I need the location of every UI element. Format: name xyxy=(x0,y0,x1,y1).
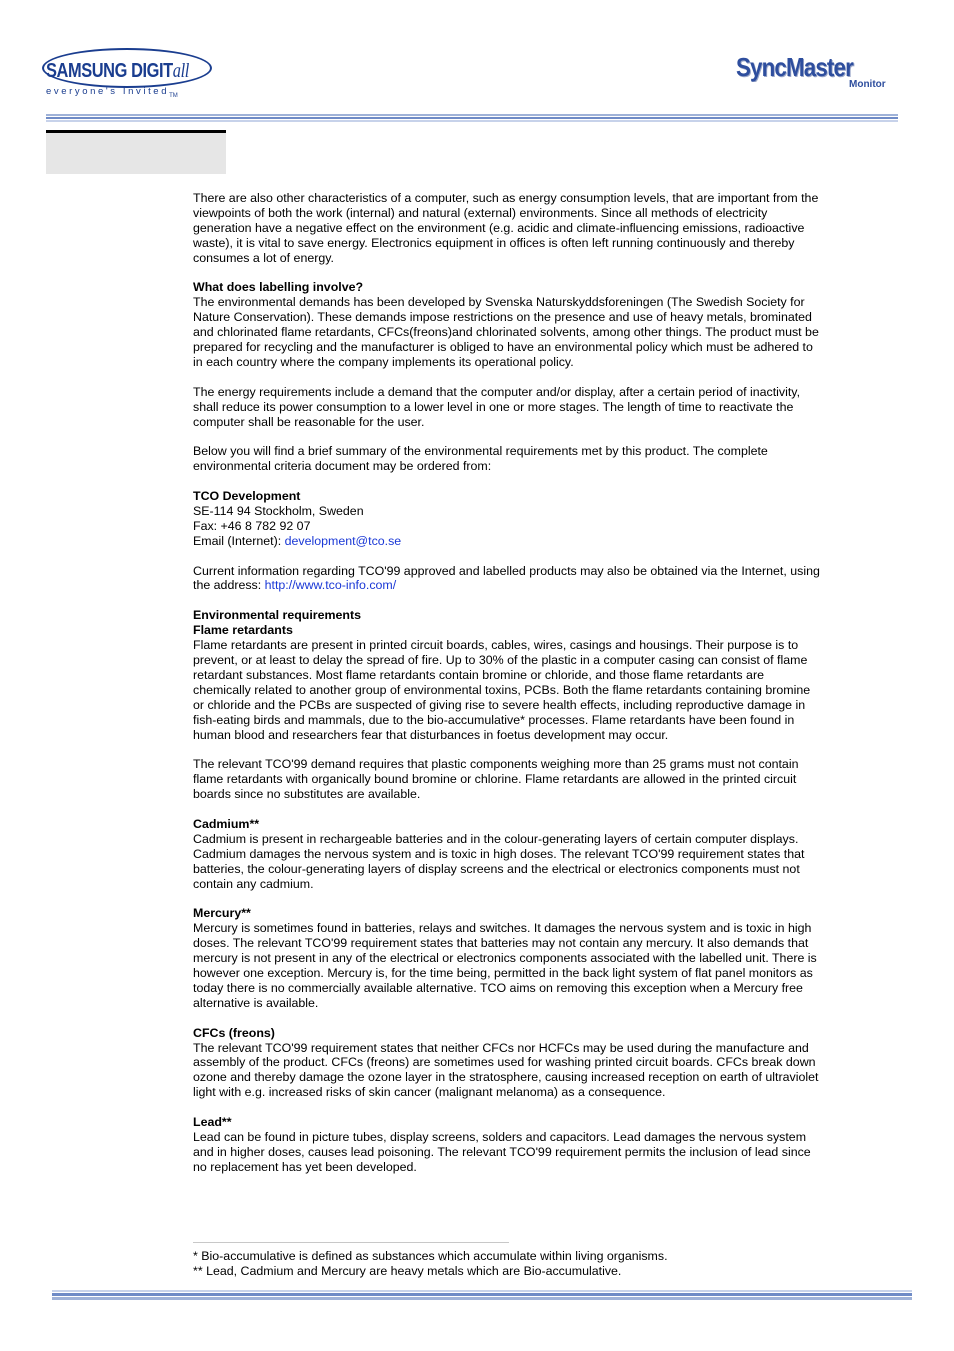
cadmium-section xyxy=(193,817,823,892)
cfcs-text: The relevant TCO'99 requirement states that neither CFCs nor HCFCs may be used during the manufacture and assembly of the product. CFCs (freons) are sometimes used for washing printed circuit boards. CFCs break down ozone and thereby damage the ozone layer in the stratosphere, causing increased reception on earth of ultraviolet light with e.g. increased risks of skin cancer (malignant melanoma) as a consequence. xyxy=(193,1040,819,1100)
labelling-paragraph-2: The energy requirements include a demand that the computer and/or display, after a certain period of inactivity, shall reduce its power consumption to a lower level in one or more stages. The length of time to reactivate the computer shall be reasonable for the user. xyxy=(193,384,801,429)
contact-address: SE-114 94 Stockholm, Sweden xyxy=(193,503,364,518)
flame-retardants-paragraph-2: The relevant TCO'99 demand requires that plastic components weighing more than 25 grams must not contain flame retardants with organically bound bromine or chlorine. Flame retardants are allowed in the printed circuit boards since no substitutes are available. xyxy=(193,757,799,802)
current-info-text: Current information regarding TCO'99 approved and labelled products may also be obtained via the Internet, using the address: xyxy=(193,563,820,593)
lead-section xyxy=(193,1115,823,1175)
header-divider xyxy=(46,114,898,122)
tco-info-link[interactable]: http://www.tco-info.com/ xyxy=(264,578,397,593)
labelling-paragraph-1: The environmental demands has been developed by Svenska Naturskyddsforeningen (The Swedish Society for Nature Conservation). These demands impose restrictions on the presence and use of heavy metals, brominated and chlorinated flame retardants, CFCs(freons)and chlorinated solvents, among other things. The product must be prepared for recycling and the manufacturer is obliged to have an environmental policy which must be adhered to in each country where the company implements its operational policy. xyxy=(193,295,819,369)
footnote-2: ** Lead, Cadmium and Mercury are heavy metals which are Bio-accumulative. xyxy=(193,1263,622,1278)
footnotes xyxy=(193,1249,668,1279)
syncmaster-logo xyxy=(736,52,896,94)
monitor-text: Monitor xyxy=(849,79,886,90)
mercury-section xyxy=(193,906,823,1010)
flame-retardants-section xyxy=(193,608,823,742)
labelling-heading: What does labelling involve? xyxy=(193,280,364,295)
contact-block xyxy=(193,489,823,549)
samsung-tagline: everyone's Invited$_{TM}$ xyxy=(46,86,178,99)
current-info-paragraph xyxy=(193,564,823,594)
lead-text: Lead can be found in picture tubes, display screens, solders and capacitors. Lead damages the nervous system and in higher doses, causes lead poisoning. The relevant TCO'99 requirement permits the inclusion of lead since no replacement has yet been developed. xyxy=(193,1129,811,1174)
intro-paragraph: There are also other characteristics of a computer, such as energy consumption levels, that are important from the viewpoints of both the work (internal) and natural (external) environments. Since all methods of electricity generation have a negative effect on the environment (e.g. acidic and climate-influencing emissions, radioactive waste), it is vital to save energy. Electronics equipment in offices is often left running continuously and thereby consumes a lot of energy. xyxy=(193,191,819,265)
mercury-text: Mercury is sometimes found in batteries, relays and switches. It damages the nervous system and is toxic in high doses. The relevant TCO'99 requirement states that batteries may not contain any mercury. It also demands that mercury is not present in any of the electrical or electronics components associated with the labelled unit. There is however one exception. Mercury is, for the time being, permitted in the back light system of flat panel monitors as today there is no commercially available alternative. TCO aims on removing this exception when a Mercury free alternative is available. xyxy=(193,921,817,1010)
footer-divider xyxy=(52,1290,912,1300)
samsung-digitall-logo xyxy=(40,46,215,102)
labelling-section xyxy=(193,280,823,369)
cadmium-text: Cadmium is present in rechargeable batteries and in the colour-generating layers of certain computer displays. Cadmium damages the nervous system and is toxic in high doses. The relevant TCO'99 requirement states that batteries, the colour-generating layers of display screens and the electrical or electronics components must not contain any cadmium. xyxy=(193,831,805,891)
flame-retardants-heading: Flame retardants xyxy=(193,623,293,638)
samsung-brand-text: SAMSUNG DIGITall xyxy=(46,60,189,82)
contact-fax: Fax: +46 8 782 92 07 xyxy=(193,518,311,533)
labelling-paragraph-3: Below you will find a brief summary of the environmental requirements met by this product. The complete environmental criteria document may be ordered from: xyxy=(193,444,768,474)
section-title-block xyxy=(46,130,226,174)
contact-email-link[interactable]: development@tco.se xyxy=(284,533,402,548)
footnote-divider xyxy=(193,1242,509,1243)
main-content xyxy=(193,191,823,1190)
cfcs-section xyxy=(193,1026,823,1101)
flame-retardants-paragraph-1: Flame retardants are present in printed circuit boards, cables, wires, casings and housings. Their purpose is to prevent, or at least to delay the spread of fire. Up to 30% of the plastic in a computer casing can consist of flame retardant substances. Most flame retardants contain bromine or chloride, and those flame retardants are chemically related to another group of environmental toxins, PCBs. Both the flame retardants containing bromine or chloride and the PCBs are suspected of giving rise to severe health effects, including reproductive damage in fish-eating birds and mammals, due to the bio-accumulative* processes. Flame retardants have been found in human blood and researchers fear that disturbances in foetus development may occur. xyxy=(193,638,811,742)
environmental-requirements-heading: Environmental requirements xyxy=(193,608,362,623)
syncmaster-text: SyncMaster xyxy=(736,52,853,82)
contact-email-label: Email (Internet): xyxy=(193,533,285,548)
mercury-heading: Mercury** xyxy=(193,906,251,921)
cfcs-heading: CFCs (freons) xyxy=(193,1025,275,1040)
footnote-1: * Bio-accumulative is defined as substances which accumulate within living organisms. xyxy=(193,1249,668,1263)
lead-heading: Lead** xyxy=(193,1115,232,1130)
contact-name: TCO Development xyxy=(193,489,301,504)
cadmium-heading: Cadmium** xyxy=(193,816,260,831)
